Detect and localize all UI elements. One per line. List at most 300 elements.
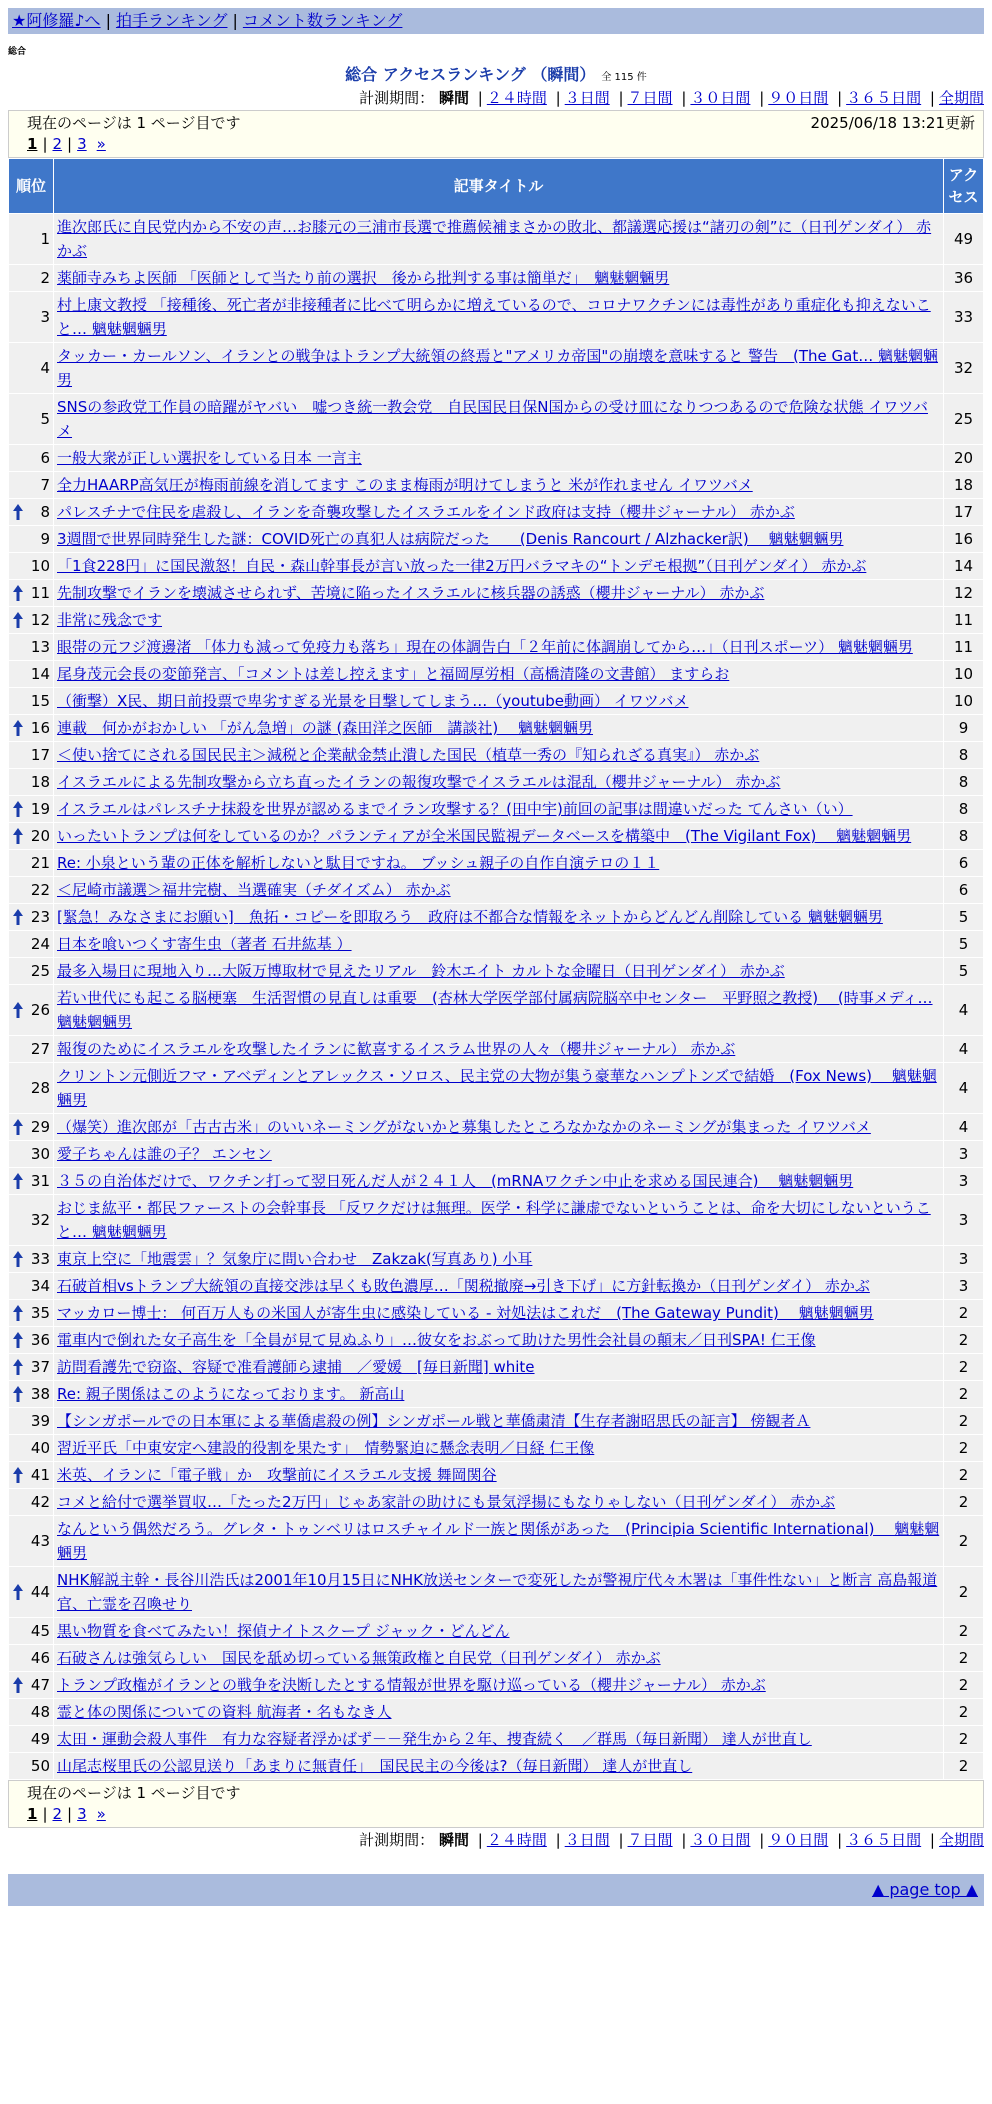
rank-number: 15 <box>30 692 50 710</box>
rank-number: 42 <box>30 1493 50 1511</box>
article-title-link[interactable]: トランプ政権がイランとの戦争を決断したとする情報が世界を駆け巡っている（櫻井ジャーナル） 赤かぶ <box>57 1676 766 1694</box>
table-row <box>9 1246 984 1273</box>
rank-up-arrow-icon <box>13 504 23 520</box>
access-count: 6 <box>944 850 984 877</box>
table-row <box>9 1753 984 1780</box>
ranking-table <box>8 158 984 1780</box>
table-row <box>9 526 984 553</box>
period-label-bottom: 計測期間： <box>359 1831 435 1849</box>
rank-cell <box>9 985 54 1036</box>
rank-cell <box>9 472 54 499</box>
access-count: 8 <box>944 796 984 823</box>
rank-cell <box>9 931 54 958</box>
rank-cell <box>9 958 54 985</box>
access-count: 2 <box>944 1327 984 1354</box>
period-link-30d[interactable]: ３０日間 <box>690 89 751 107</box>
category-label: 総合 <box>8 47 27 57</box>
period-current: 瞬間 <box>438 89 469 107</box>
rank-number: 36 <box>30 1331 50 1349</box>
rank-cell <box>9 796 54 823</box>
access-count: 2 <box>944 1618 984 1645</box>
rank-number: 12 <box>30 611 50 629</box>
period-link-all[interactable]: 全期間 <box>938 89 984 107</box>
rank-number: 43 <box>30 1532 50 1550</box>
table-row <box>9 1195 984 1246</box>
page-link-3-bottom[interactable]: 3 <box>77 1805 87 1823</box>
period-link-90d-bottom[interactable]: ９０日間 <box>768 1831 829 1849</box>
rank-number: 44 <box>30 1583 50 1601</box>
rank-number: 47 <box>30 1676 50 1694</box>
article-title-link[interactable]: ＜使い捨てにされる国民民主＞減税と企業献金禁止潰した国民（植草一秀の『知られざる真実』） 赤かぶ <box>57 746 760 764</box>
article-title-link[interactable]: 進次郎氏に自民党内から不安の声…お膝元の三浦市長選で推薦候補まさかの敗北、都議選応援は“諸刃の剣”に（日刊ゲンダイ） 赤かぶ <box>57 218 932 260</box>
article-title-link[interactable]: 薬師寺みちよ医師 「医師として当たり前の選択 後から批判する事は簡単だ」 魑魅魍魎男 <box>57 269 670 287</box>
rank-number: 16 <box>30 719 50 737</box>
pager-bottom: 現在のページは 1 ページ目です 1 | 2 | 3 » <box>8 1780 984 1828</box>
table-row <box>9 1645 984 1672</box>
article-title-link[interactable]: 一般大衆が正しい選択をしている日本 一言主 <box>57 449 362 467</box>
article-title-link[interactable]: 石破首相vsトランプ大統領の直接交渉は早くも敗色濃厚…「関税撤廃→引き下げ」に方針転換か（日刊ゲンダイ） 赤かぶ <box>57 1277 870 1295</box>
period-link-30d-bottom[interactable]: ３０日間 <box>690 1831 751 1849</box>
title-cell <box>54 1063 944 1114</box>
rank-number: 2 <box>40 269 50 287</box>
rank-cell <box>9 445 54 472</box>
article-title-link[interactable]: （衝撃）X民、期日前投票で卑劣すぎる光景を目撃してしまう…（youtube動画） イワツバメ <box>57 692 689 710</box>
article-title-link[interactable]: 電車内で倒れた女子高生を「全員が見て見ぬふり」…彼女をおぶって助けた男性会社員の顛末／日刊SPA! 仁王像 <box>57 1331 816 1349</box>
rank-cell <box>9 742 54 769</box>
rank-cell <box>9 1618 54 1645</box>
article-title-link[interactable]: ＜尼崎市議選＞福井完樹、当選確実（チダイズム） 赤かぶ <box>57 881 451 899</box>
title-cell <box>54 580 944 607</box>
access-count: 11 <box>944 607 984 634</box>
table-row <box>9 1435 984 1462</box>
rank-cell <box>9 394 54 445</box>
rank-number: 25 <box>30 962 50 980</box>
table-row <box>9 931 984 958</box>
table-row <box>9 1354 984 1381</box>
table-row <box>9 343 984 394</box>
rank-number: 14 <box>30 665 50 683</box>
table-row <box>9 1300 984 1327</box>
rank-number: 20 <box>30 827 50 845</box>
total-count: 全 115 件 <box>601 72 647 83</box>
rank-number: 7 <box>40 476 50 494</box>
top-nav-bar <box>8 8 984 34</box>
access-count: 2 <box>944 1567 984 1618</box>
rank-cell <box>9 1645 54 1672</box>
table-row <box>9 580 984 607</box>
title-cell <box>54 1354 944 1381</box>
rank-cell <box>9 661 54 688</box>
article-title-link[interactable]: 連載 何かがおかしい 「がん急増」の謎 (森田洋之医師 講談社) 魑魅魍魎男 <box>57 719 594 737</box>
rank-cell <box>9 1567 54 1618</box>
nav-separator: | <box>232 11 238 30</box>
table-row <box>9 1567 984 1618</box>
rank-cell <box>9 877 54 904</box>
period-link-365d-bottom[interactable]: ３６５日間 <box>846 1831 922 1849</box>
title-cell <box>54 715 944 742</box>
title-cell <box>54 1516 944 1567</box>
rank-number: 40 <box>30 1439 50 1457</box>
article-title-link[interactable]: NHK解説主幹・長谷川浩氏は2001年10月15日にNHK放送センターで変死したが警視庁代々木署は「事件性ない」と断言 高島報道官、亡霊を召喚せり <box>57 1571 938 1613</box>
title-cell <box>54 688 944 715</box>
pager-top: 現在のページは 1 ページ目です 2025/06/18 13:21更新 1 | 2 | 3 » <box>8 110 984 158</box>
title-cell <box>54 1699 944 1726</box>
table-row <box>9 1726 984 1753</box>
table-row <box>9 688 984 715</box>
article-title-link[interactable]: 非常に残念です <box>57 611 163 629</box>
access-count: 4 <box>944 1114 984 1141</box>
rank-cell <box>9 1327 54 1354</box>
rank-cell <box>9 1141 54 1168</box>
access-count: 10 <box>944 688 984 715</box>
page-link-next[interactable]: » <box>96 135 106 153</box>
access-count: 3 <box>944 1168 984 1195</box>
article-title-link[interactable]: イスラエルによる先制攻撃から立ち直ったイランの報復攻撃でイスラエルは混乱（櫻井ジャーナル） 赤かぶ <box>57 773 781 791</box>
article-title-link[interactable]: イスラエルはパレスチナ抹殺を世界が認めるまでイラン攻撃する？(田中宇)前回の記事は間違いだった てんさい（い） <box>57 800 853 818</box>
rank-cell <box>9 1195 54 1246</box>
page-link-2[interactable]: 2 <box>52 135 63 153</box>
article-title-link[interactable]: 尾身茂元会長の変節発言、「コメントは差し控えます」と福岡厚労相（高橋清隆の文書館） ますらお <box>57 665 730 683</box>
table-row <box>9 265 984 292</box>
table-row <box>9 214 984 265</box>
access-count: 10 <box>944 661 984 688</box>
rank-cell <box>9 1246 54 1273</box>
rank-up-arrow-icon <box>13 1359 23 1375</box>
article-title-link[interactable]: 米英、イランに「電子戦」か 攻撃前にイスラエル支援 舞岡関谷 <box>57 1466 497 1484</box>
article-title-link[interactable]: 3週間で世界同時発生した謎：COVID死亡の真犯人は病院だった (Denis Rancourt / Alzhacker訳) 魑魅魍魎男 <box>57 530 844 548</box>
access-count: 32 <box>944 343 984 394</box>
title-cell <box>54 1195 944 1246</box>
nav-separator: | <box>105 11 111 30</box>
article-title-link[interactable]: クリントン元側近フマ・アベディンとアレックス・ソロス、民主党の大物が集う豪華なハンプトンズで結婚 (Fox News) 魑魅魍魎男 <box>57 1067 937 1109</box>
title-cell <box>54 1327 944 1354</box>
title-cell <box>54 1489 944 1516</box>
ranking-table-body <box>9 214 984 1780</box>
table-row <box>9 1273 984 1300</box>
article-title-link[interactable]: Re: 親子関係はこのようになっております。 新高山 <box>57 1385 405 1403</box>
title-cell <box>54 1036 944 1063</box>
title-cell <box>54 1408 944 1435</box>
rank-number: 6 <box>40 449 50 467</box>
article-title-link[interactable]: おじま紘平・都民ファーストの会幹事長 「反ワクだけは無理。医学・科学に謙虚でないということは、命を大切にしないということ… 魑魅魍魎男 <box>57 1199 931 1241</box>
rank-cell <box>9 1435 54 1462</box>
rank-cell <box>9 553 54 580</box>
rank-cell <box>9 292 54 343</box>
article-title-link[interactable]: 村上康文教授 「接種後、死亡者が非接種者に比べて明らかに増えているので、コロナワクチンには毒性があり重症化も抑えないこと… 魑魅魍魎男 <box>57 296 931 338</box>
article-title-link[interactable]: 【シンガポールでの日本軍による華僑虐殺の例】シンガポール戦と華僑粛清【生存者謝昭思氏の証言】 傍観者Ａ <box>57 1412 811 1430</box>
nav-link-asyura-home[interactable]: ★阿修羅♪へ <box>12 11 101 30</box>
rank-cell <box>9 607 54 634</box>
rank-up-arrow-icon <box>13 1251 23 1267</box>
article-title-link[interactable]: いったいトランプは何をしているのか？パランティアが全米国民監視データベースを構築中 (The Vigilant Fox) 魑魅魍魎男 <box>57 827 912 845</box>
table-row <box>9 1327 984 1354</box>
access-count: 33 <box>944 292 984 343</box>
article-title-link[interactable]: 先制攻撃でイランを壊滅させられず、苦境に陥ったイスラエルに核兵器の誘惑（櫻井ジャーナル） 赤かぶ <box>57 584 765 602</box>
article-title-link[interactable]: ３５の自治体だけで、ワクチン打って翌日死んだ人が２４１人 (mRNAワクチン中止を求める国民連合) 魑魅魍魎男 <box>57 1172 854 1190</box>
access-count: 25 <box>944 394 984 445</box>
access-count: 2 <box>944 1300 984 1327</box>
article-title-link[interactable]: 最多入場日に現地入り…大阪万博取材で見えたリアル 鈴木エイト カルトな金曜日（日刊ゲンダイ） 赤かぶ <box>57 962 785 980</box>
article-title-link[interactable]: 石破さんは強気らしい 国民を舐め切っている無策政権と自民党（日刊ゲンダイ） 赤かぶ <box>57 1649 661 1667</box>
access-count: 18 <box>944 472 984 499</box>
access-count: 8 <box>944 823 984 850</box>
rank-up-arrow-icon <box>13 612 23 628</box>
rank-up-arrow-icon <box>13 801 23 817</box>
period-link-all-bottom[interactable]: 全期間 <box>938 1831 984 1849</box>
article-title-link[interactable]: 「1食228円」に国民激怒！自民・森山幹事長が言い放った一律2万円バラマキの“トンデモ根拠”（日刊ゲンダイ） 赤かぶ <box>57 557 867 575</box>
title-cell <box>54 1273 944 1300</box>
header-count: アクセス <box>944 159 984 214</box>
table-row <box>9 742 984 769</box>
rank-cell <box>9 214 54 265</box>
access-count: 2 <box>944 1672 984 1699</box>
period-link-7d-bottom[interactable]: ７日間 <box>627 1831 673 1849</box>
article-title-link[interactable]: 霊と体の関係についての資料 航海者・名もなき人 <box>57 1703 392 1721</box>
table-row <box>9 823 984 850</box>
table-row <box>9 661 984 688</box>
access-count: 2 <box>944 1699 984 1726</box>
article-title-link[interactable]: 山尾志桜里氏の公認見送り「あまりに無責任」 国民民主の今後は?（毎日新聞） 達人が世直し <box>57 1757 693 1775</box>
page-link-2-bottom[interactable]: 2 <box>52 1805 63 1823</box>
article-title-link[interactable]: 東京上空に「地震雲」？気象庁に問い合わせ Zakzak(写真あり) 小耳 <box>57 1250 533 1268</box>
title-cell <box>54 1246 944 1273</box>
access-count: 5 <box>944 931 984 958</box>
table-row <box>9 1408 984 1435</box>
period-link-90d[interactable]: ９０日間 <box>768 89 829 107</box>
rank-number: 28 <box>30 1079 50 1097</box>
table-row <box>9 958 984 985</box>
article-title-link[interactable]: 訪問看護先で窃盗、容疑で准看護師ら逮捕 ／愛媛 [毎日新聞] white <box>57 1358 535 1376</box>
access-count: 2 <box>944 1516 984 1567</box>
nav-link-comment-ranking[interactable]: コメント数ランキング <box>242 11 403 30</box>
access-count: 9 <box>944 715 984 742</box>
article-title-link[interactable]: Re: 小泉という輩の正体を解析しないと駄目ですね。 ブッシュ親子の自作自演テロの１１ <box>57 854 660 872</box>
rank-number: 26 <box>30 1001 50 1019</box>
rank-cell <box>9 1381 54 1408</box>
title-cell <box>54 1168 944 1195</box>
article-title-link[interactable]: SNSの参政党工作員の暗躍がヤバい 嘘つき統一教会党 自民国民日保N国からの受け皿になりつつあるので危険な状態 イワツバメ <box>57 398 928 440</box>
period-link-24h-bottom[interactable]: ２４時間 <box>486 1831 547 1849</box>
rank-number: 48 <box>30 1703 50 1721</box>
table-row <box>9 472 984 499</box>
rank-up-arrow-icon <box>13 1002 23 1018</box>
access-count: 36 <box>944 265 984 292</box>
table-row <box>9 394 984 445</box>
rank-cell <box>9 634 54 661</box>
table-row <box>9 1168 984 1195</box>
rank-cell <box>9 1516 54 1567</box>
access-count: 49 <box>944 214 984 265</box>
access-count: 16 <box>944 526 984 553</box>
access-count: 8 <box>944 769 984 796</box>
rank-cell <box>9 1114 54 1141</box>
rank-cell <box>9 1462 54 1489</box>
rank-cell <box>9 823 54 850</box>
article-title-link[interactable]: 若い世代にも起こる脳梗塞 生活習慣の見直しは重要 (杏林大学医学部付属病院脳卒中センター 平野照之教授) (時事メディ… 魑魅魍魎男 <box>57 989 933 1031</box>
footer-bar <box>8 1874 984 1906</box>
rank-number: 35 <box>30 1304 50 1322</box>
title-cell <box>54 742 944 769</box>
title-cell <box>54 445 944 472</box>
rank-cell <box>9 526 54 553</box>
access-count: 2 <box>944 1435 984 1462</box>
period-link-24h[interactable]: ２４時間 <box>486 89 547 107</box>
nav-link-clap-ranking[interactable]: 拍手ランキング <box>115 11 228 30</box>
rank-cell <box>9 343 54 394</box>
table-row <box>9 1672 984 1699</box>
title-cell <box>54 1462 944 1489</box>
title-cell <box>54 796 944 823</box>
page-current-1-bottom: 1 <box>27 1805 38 1823</box>
rank-number: 3 <box>40 308 50 326</box>
period-link-3d[interactable]: ３日間 <box>564 89 610 107</box>
access-count: 3 <box>944 1273 984 1300</box>
access-count: 4 <box>944 1036 984 1063</box>
table-row <box>9 1381 984 1408</box>
header-rank: 順位 <box>9 159 54 214</box>
rank-cell <box>9 1273 54 1300</box>
rank-number: 30 <box>30 1145 50 1163</box>
period-link-7d[interactable]: ７日間 <box>627 89 673 107</box>
title-cell <box>54 661 944 688</box>
title-cell <box>54 877 944 904</box>
access-count: 3 <box>944 1195 984 1246</box>
access-count: 4 <box>944 985 984 1036</box>
access-count: 6 <box>944 877 984 904</box>
table-row <box>9 1063 984 1114</box>
article-title-link[interactable]: 習近平氏「中東安定へ建設的役割を果たす」 情勢緊迫に懸念表明／日経 仁王像 <box>57 1439 595 1457</box>
access-count: 8 <box>944 742 984 769</box>
table-row <box>9 796 984 823</box>
article-title-link[interactable]: （爆笑）進次郎が「古古古米」のいいネーミングがないかと募集したところなかなかのネーミングが集まった イワツバメ <box>57 1118 871 1136</box>
rank-cell <box>9 1753 54 1780</box>
article-title-link[interactable]: 眼帯の元フジ渡邊渚 「体力も減って免疫力も落ち」現在の体調告白「２年前に体調崩してから…」（日刊スポーツ） 魑魅魍魎男 <box>57 638 913 656</box>
rank-number: 39 <box>30 1412 50 1430</box>
title-cell <box>54 769 944 796</box>
rank-up-arrow-icon <box>13 720 23 736</box>
article-title-link[interactable]: [緊急！みなさまにお願い] 魚拓・コピーを即取ろう 政府は不都合な情報をネットからどんどん削除している 魑魅魍魎男 <box>57 908 883 926</box>
rank-up-arrow-icon <box>13 1467 23 1483</box>
rank-number: 10 <box>30 557 50 575</box>
rank-up-arrow-icon <box>13 909 23 925</box>
period-link-365d[interactable]: ３６５日間 <box>846 89 922 107</box>
access-count: 2 <box>944 1726 984 1753</box>
rank-cell <box>9 1726 54 1753</box>
access-count: 2 <box>944 1408 984 1435</box>
rank-cell <box>9 715 54 742</box>
article-title-link[interactable]: コメと給付で選挙買収…「たった2万円」じゃあ家計の助けにも景気浮揚にもなりゃしない（日刊ゲンダイ） 赤かぶ <box>57 1493 836 1511</box>
title-cell <box>54 607 944 634</box>
table-row <box>9 1618 984 1645</box>
title-cell <box>54 1300 944 1327</box>
rank-number: 41 <box>30 1466 50 1484</box>
rank-number: 50 <box>30 1757 50 1775</box>
rank-up-arrow-icon <box>13 1386 23 1402</box>
access-count: 2 <box>944 1753 984 1780</box>
rank-number: 23 <box>30 908 50 926</box>
rank-cell <box>9 1300 54 1327</box>
current-page-text-bottom: 現在のページは 1 ページ目です <box>27 1784 241 1802</box>
article-title-link[interactable]: 報復のためにイスラエルを攻撃したイランに歓喜するイスラム世界の人々（櫻井ジャーナル） 赤かぶ <box>57 1040 736 1058</box>
access-count: 5 <box>944 958 984 985</box>
access-count: 3 <box>944 1141 984 1168</box>
title-cell <box>54 343 944 394</box>
rank-number: 11 <box>30 584 50 602</box>
title-cell <box>54 850 944 877</box>
page-top-link[interactable]: ▲ page top ▲ <box>871 1880 978 1899</box>
title-cell <box>54 1645 944 1672</box>
rank-number: 32 <box>30 1211 50 1229</box>
page-link-3[interactable]: 3 <box>77 135 87 153</box>
article-title-link[interactable]: 太田・運動会殺人事件 有力な容疑者浮かばず－－発生から２年、捜査続く ／群馬（毎日新聞） 達人が世直し <box>57 1730 812 1748</box>
rank-number: 17 <box>30 746 50 764</box>
access-count: 2 <box>944 1489 984 1516</box>
rank-number: 33 <box>30 1250 50 1268</box>
rank-number: 45 <box>30 1622 50 1640</box>
access-count: 4 <box>944 1063 984 1114</box>
period-current-bottom: 瞬間 <box>438 1831 469 1849</box>
title-cell <box>54 472 944 499</box>
table-row <box>9 634 984 661</box>
title-cell <box>54 1567 944 1618</box>
rank-up-arrow-icon <box>13 828 23 844</box>
table-row <box>9 769 984 796</box>
rank-cell <box>9 499 54 526</box>
rank-up-arrow-icon <box>13 1173 23 1189</box>
table-row <box>9 985 984 1036</box>
title-cell <box>54 904 944 931</box>
table-row <box>9 553 984 580</box>
title-cell <box>54 1618 944 1645</box>
access-count: 11 <box>944 634 984 661</box>
rank-cell <box>9 1408 54 1435</box>
article-title-link[interactable]: 愛子ちゃんは誰の子？ エンセン <box>57 1145 272 1163</box>
table-row <box>9 904 984 931</box>
rank-number: 29 <box>30 1118 50 1136</box>
title-cell <box>54 958 944 985</box>
rank-number: 34 <box>30 1277 50 1295</box>
access-count: 2 <box>944 1354 984 1381</box>
title-cell <box>54 823 944 850</box>
access-count: 5 <box>944 904 984 931</box>
article-title-link[interactable]: パレスチナで住民を虐殺し、イランを奇襲攻撃したイスラエルをインド政府は支持（櫻井ジャーナル） 赤かぶ <box>57 503 795 521</box>
article-title-link[interactable]: 日本を喰いつくす寄生虫（著者 石井紘基 ） <box>57 935 352 953</box>
page-title-line <box>8 64 984 86</box>
updated-timestamp: 2025/06/18 13:21更新 <box>810 114 975 132</box>
rank-cell <box>9 1036 54 1063</box>
rank-up-arrow-icon <box>13 1332 23 1348</box>
rank-up-arrow-icon <box>13 1305 23 1321</box>
period-link-3d-bottom[interactable]: ３日間 <box>564 1831 610 1849</box>
rank-number: 38 <box>30 1385 50 1403</box>
period-selector-top: 計測期間： 瞬間 | ２４時間 | ３日間 | ７日間 | ３０日間 | ９０日間 | ３６５日間 | 全期間 <box>359 89 984 107</box>
title-cell <box>54 931 944 958</box>
access-count: 12 <box>944 580 984 607</box>
article-title-link[interactable]: 全力HAARP高気圧が梅雨前線を消してます このまま梅雨が明けてしまうと 米が作れません イワツバメ <box>57 476 753 494</box>
article-title-link[interactable]: なんという偶然だろう。グレタ・トゥンベリはロスチャイルド一族と関係があった (Principia Scientific International) 魑魅魍魎男 <box>57 1520 940 1562</box>
article-title-link[interactable]: マッカロー博士： 何百万人もの米国人が寄生虫に感染している - 対処法はこれだ (The Gateway Pundit) 魑魅魍魎男 <box>57 1304 874 1322</box>
article-title-link[interactable]: タッカー・カールソン、イランとの戦争はトランプ大統領の終焉と"アメリカ帝国"の崩壊を意味すると 警告 (The Gat… 魑魅魍魎男 <box>57 347 939 389</box>
rank-up-arrow-icon <box>13 585 23 601</box>
rank-cell <box>9 904 54 931</box>
article-title-link[interactable]: 黒い物質を食べてみたい！探偵ナイトスクープ ジャック・どんどん <box>57 1622 510 1640</box>
table-row <box>9 292 984 343</box>
rank-number: 19 <box>30 800 50 818</box>
rank-number: 22 <box>30 881 50 899</box>
page-link-next-bottom[interactable]: » <box>96 1805 106 1823</box>
table-row <box>9 715 984 742</box>
table-row <box>9 499 984 526</box>
